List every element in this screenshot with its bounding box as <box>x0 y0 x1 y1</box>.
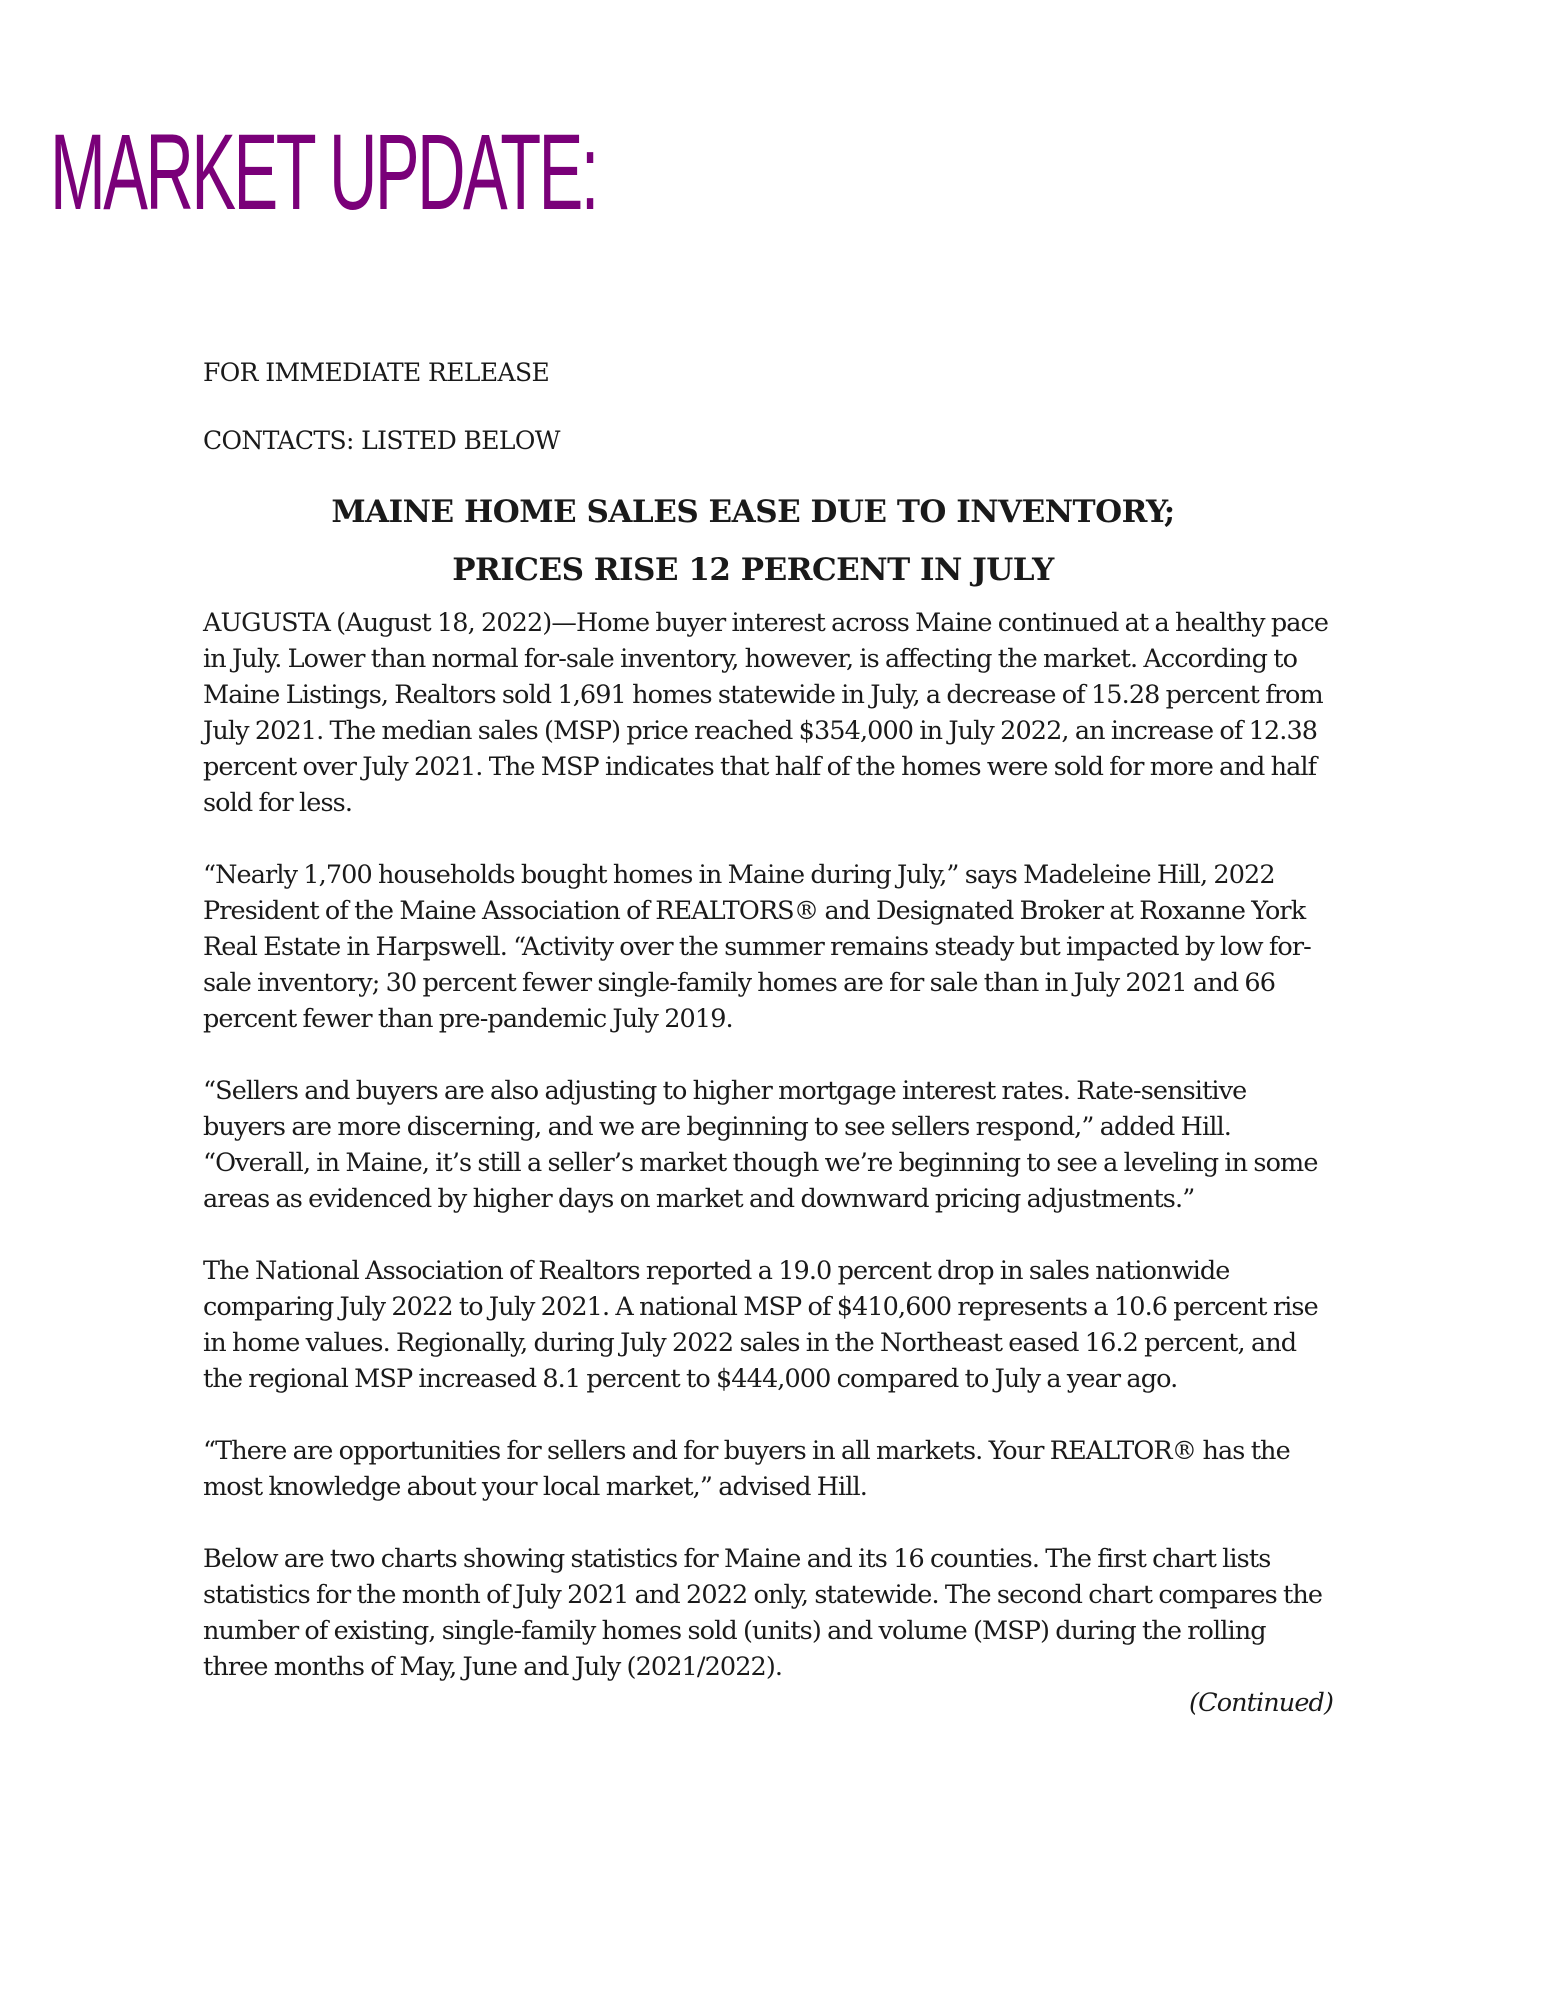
paragraph-intro: AUGUSTA (August 18, 2022)—Home buyer interest across Maine continued at a healthy pace in July. Lower than normal for-sale inventory, however, is affecting the market. According to Maine Listings, Realtors sold 1,691 homes statewide in July, a decrease of 15.28 percent from July 2021. The median sales (MSP) price reached $354,000 in July 2022, an increase of 12.38 percent over July 2021. The MSP indicates that half of the homes were sold for more and half sold for less. <box>203 608 1329 818</box>
release-status: FOR IMMEDIATE RELEASE <box>203 358 550 387</box>
paragraph-rates: “Sellers and buyers are also adjusting to higher mortgage interest rates. Rate-sensitive buyers are more discerning, and we are beginning to see sellers respond,” added Hill. “Overall, in Maine, it’s still a seller’s market though we’re beginning to see a leveling in some areas as evidenced by higher days on market and downward pricing adjustments.” <box>203 1076 1318 1214</box>
press-release <box>203 357 1333 1757</box>
paragraph-hill-quote: “Nearly 1,700 households bought homes in Maine during July,” says Madeleine Hill, 2022 President of the Maine Association of REALTORS® and Designated Broker at Roxanne York Real Estate in Harpswell. “Activity over the summer remains steady but impacted by low for-sale inventory; 30 percent fewer single-family homes are for sale than in July 2021 and 66 percent fewer than pre-pandemic July 2019. <box>203 860 1311 1034</box>
paragraph-national: The National Association of Realtors reported a 19.0 percent drop in sales nationwide comparing July 2022 to July 2021. A national MSP of $410,600 represents a 10.6 percent rise in home values. Regionally, during July 2022 sales in the Northeast eased 16.2 percent, and the regional MSP increased 8.1 percent to $444,000 compared to July a year ago. <box>203 1256 1318 1394</box>
continued-label: (Continued) <box>1189 1688 1333 1718</box>
release-title-line-1: MAINE HOME SALES EASE DUE TO INVENTORY; <box>331 494 1175 530</box>
release-title-line-2: PRICES RISE 12 PERCENT IN JULY <box>452 552 1054 588</box>
contacts-line: CONTACTS: LISTED BELOW <box>203 426 560 455</box>
paragraph-opportunities: “There are opportunities for sellers and for buyers in all markets. Your REALTOR® has the most knowledge about your local market,” advised Hill. <box>203 1436 1290 1502</box>
page-headline: MARKET UPDATE: <box>50 111 597 232</box>
paragraph-charts-intro: Below are two charts showing statistics for Maine and its 16 counties. The first chart lists statistics for the month of July 2021 and 2022 only, statewide. The second chart compares the number of existing, single-family homes sold (units) and volume (MSP) during the rolling three months of May, June and July (2021/2022). <box>203 1544 1323 1682</box>
